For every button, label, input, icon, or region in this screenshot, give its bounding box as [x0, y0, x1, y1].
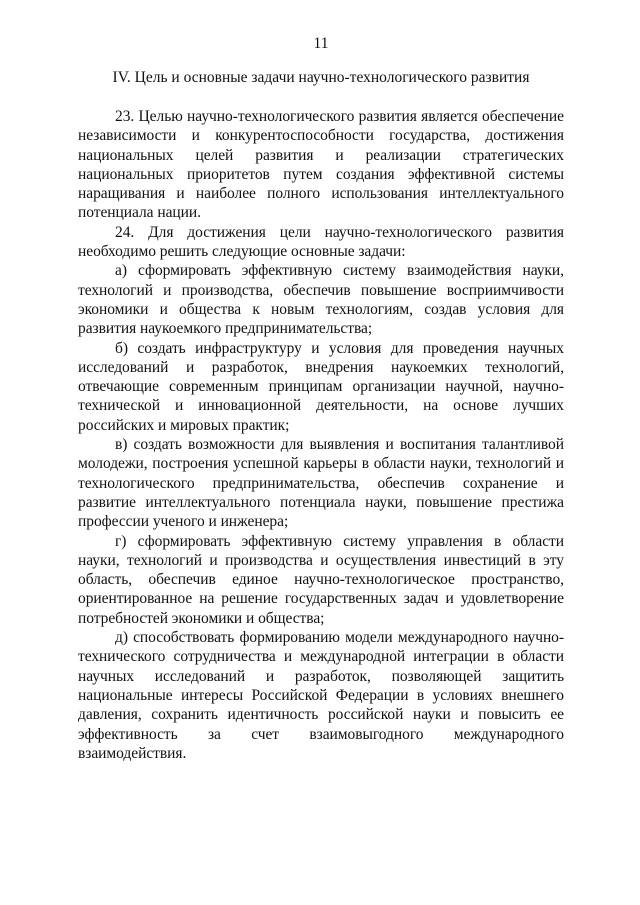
- document-page: [78, 34, 564, 763]
- section-heading: IV. Цель и основные задачи научно-технологического развития: [112, 69, 530, 86]
- task-v: в) создать возможности для выявления и воспитания талантливой молодежи, построения успешной карьеры в области науки, технологий и технологического предпринимательства, обеспечив сохранение и развитие интеллектуального потенциала науки, повышение престижа профессии ученого и инженера;: [78, 436, 564, 531]
- task-d: д) способствовать формированию модели международного научно-технического сотрудничества и международной интеграции в области научных исследований и разработок, позволяющей защитить национальные интересы Российской Федерации в условиях внешнего давления, сохранить идентичность российской науки и повысить ее эффективность за счет взаимовыгодного международного взаимодействия.: [78, 629, 564, 762]
- task-a: а) сформировать эффективную систему взаимодействия науки, технологий и производства, обеспечив повышение восприимчивости экономики и общества к новым технологиям, создав условия для развития наукоемкого предпринимательства;: [78, 262, 564, 338]
- paragraph-23: 23. Целью научно-технологического развития является обеспечение независимости и конкурентоспособности государства, достижения национальных целей развития и реализации стратегических национальных приоритетов путем создания эффективной системы наращивания и наиболее полного использования интеллектуального потенциала нации.: [78, 108, 564, 222]
- page-number: 11: [313, 35, 329, 52]
- task-g: г) сформировать эффективную систему управления в области науки, технологий и производства и осуществления инвестиций в эту область, обеспечив единое научно-технологическое пространство, ориентированное на решение государственных задач и удовлетворение потребностей экономики и общества;: [78, 532, 564, 627]
- task-b: б) создать инфраструктуру и условия для проведения научных исследований и разработок, внедрения наукоемких технологий, отвечающие современным принципам организации научной, научно-технической и инновационной деятельности, на основе лучших российских и мировых практик;: [78, 339, 564, 434]
- paragraph-24: 24. Для достижения цели научно-технологического развития необходимо решить следующие основные задачи:: [78, 223, 564, 261]
